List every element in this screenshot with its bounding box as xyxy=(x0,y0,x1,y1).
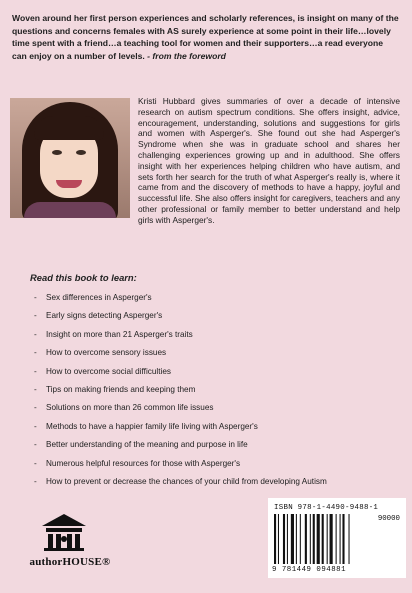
barcode-number: 9 781449 094881 xyxy=(272,566,347,574)
barcode-bar xyxy=(296,514,297,564)
barcode-bar xyxy=(313,514,315,564)
learn-heading: Read this book to learn: xyxy=(30,272,137,283)
barcode-bar xyxy=(278,514,279,564)
barcode-bar xyxy=(349,514,350,564)
list-item: - Insight on more than 21 Asperger's traits xyxy=(34,329,193,339)
list-item: - Better understanding of the meaning and purpose in life xyxy=(34,440,248,450)
barcode-bar xyxy=(274,514,276,564)
list-item: - Solutions on more than 26 common life issues xyxy=(34,403,214,413)
publisher-logo xyxy=(20,512,110,578)
barcode-bar xyxy=(291,514,294,564)
list-item: - How to overcome sensory issues xyxy=(34,348,167,358)
barcode-addon: 90000 xyxy=(377,515,400,523)
foreword-attribution: - from the foreword xyxy=(147,50,226,61)
barcode-bar xyxy=(287,514,288,564)
barcode-bar xyxy=(327,514,328,564)
author-bio: Kristi Hubbard gives summaries of over a decade of intensive research on autism spectrum conditions. She offers insight, advice, encouragement, understanding, solutions and suggestions for girls and women with Asperger's. She found out she had Asperger's Syndrome when she was in graduate school and shares her challenging experiences growing up and in adulthood. She offers insight with her experiences helping children who have autism, and sets forth her search for the truth of what Asperger's really is, where it came from and the discovery of methods to have a happy, joyful and successful life. She also offers insight for caregivers, teachers and any other professional or family member to better understand and help girls with Asperger's. xyxy=(138,96,400,225)
list-item: - Early signs detecting Asperger's xyxy=(34,311,163,321)
barcode-bar xyxy=(305,514,307,564)
barcode-bar xyxy=(330,514,333,564)
learn-list xyxy=(34,292,394,494)
publisher-name: authorHOUSE® xyxy=(29,556,111,568)
barcode-bar xyxy=(317,514,320,564)
list-item: - Methods to have a happier family life living with Asperger's xyxy=(34,421,258,431)
barcode-bar xyxy=(322,514,324,564)
barcode-bar xyxy=(300,514,301,564)
barcode-bars xyxy=(274,514,374,564)
barcode-bar xyxy=(342,514,344,564)
list-item: - Numerous helpful resources for those with Asperger's xyxy=(34,458,241,468)
barcode-bar xyxy=(340,514,341,564)
isbn-text: ISBN 978-1-4490-9488-1 xyxy=(274,504,379,512)
list-item: - Sex differences in Asperger's xyxy=(34,293,152,302)
list-item: - Tips on making friends and keeping them xyxy=(34,384,196,394)
foreword-quote xyxy=(12,12,400,62)
list-item: - How to overcome social difficulties xyxy=(34,366,171,376)
barcode-bar xyxy=(336,514,337,564)
list-item: - How to prevent or decrease the chances of your child from developing Autism xyxy=(34,476,327,486)
foreword-text: Woven around her first person experiences and scholarly references, is insight on many of the questions and concerns females with AS surely experience at some point in their life…lovely time spent with a friend…a teaching tool for women and their supporters…a read everyone can enjoy on a number of levels. xyxy=(12,13,399,61)
publisher-logo-icon xyxy=(40,512,88,552)
barcode-bar xyxy=(283,514,285,564)
barcode-bar xyxy=(310,514,311,564)
isbn-barcode xyxy=(268,498,406,578)
